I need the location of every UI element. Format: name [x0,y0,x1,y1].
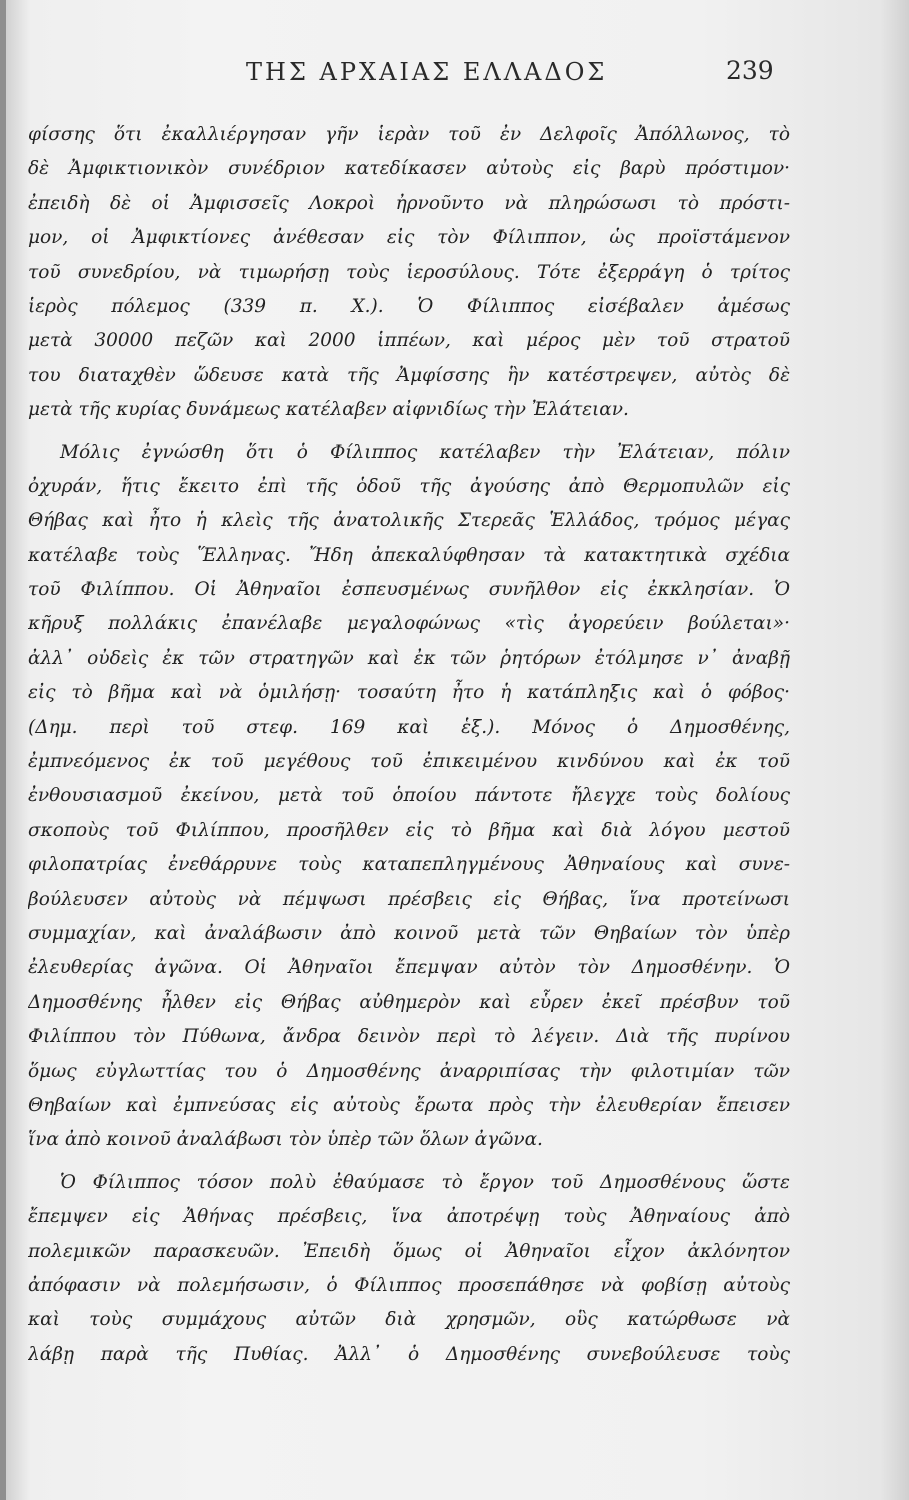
text-line: δὲ Ἀμφικτιονικὸν συνέδριον κατεδίκασεν αὐτοὺς εἰς βαρὺ πρόστιμον· [28,158,790,180]
text-line: Μόλις ἐγνώσθη ὅτι ὁ Φίλιππος κατέλαβεν τὴν Ἐλάτειαν, πόλιν [60,441,790,463]
text-line: μον, οἱ Ἀμφικτίονες ἀνέθεσαν εἰς τὸν Φίλιππον, ὡς προϊστάμενον [28,227,790,249]
text-line: μετὰ 30000 πεζῶν καὶ 2000 ἱππέων, καὶ μέρος μὲν τοῦ στρατοῦ [28,330,790,352]
page-number: 239 [726,56,774,85]
text-line: Θήβας καὶ ἦτο ἡ κλεὶς τῆς ἀνατολικῆς Στερεᾶς Ἑλλάδος, τρόμος μέγας [28,510,790,532]
text-line: ἱερὸς πόλεμος (339 π. Χ.). Ὁ Φίλιππος εἰσέβαλεν ἀμέσως [28,295,790,317]
page-gutter-shadow [0,0,6,1500]
running-title: ΤΗΣ ΑΡΧΑΙΑΣ ΕΛΛΑΔΟΣ [246,58,608,86]
paragraph-gap [28,428,790,436]
page-header [0,56,909,96]
text-line: ἵνα ἀπὸ κοινοῦ ἀναλάβωσι τὸν ὑπὲρ τῶν ὅλων ἀγῶνα. [28,1129,543,1151]
body-text [28,118,790,1372]
text-line: ἀλλ᾿ οὐδεὶς ἐκ τῶν στρατηγῶν καὶ ἐκ τῶν ῥητόρων ἐτόλμησε ν᾿ ἀναβῇ [28,647,790,669]
text-line: πολεμικῶν παρασκευῶν. Ἐπειδὴ ὅμως οἱ Ἀθηναῖοι εἶχον ἀκλόνητον [28,1240,790,1262]
text-line: ἐνθουσιασμοῦ ἐκείνου, μετὰ τοῦ ὁποίου πάντοτε ἤλεγχε τοὺς δολίους [28,785,790,807]
text-line: καὶ τοὺς συμμάχους αὐτῶν διὰ χρησμῶν, οὓς κατώρθωσε νὰ [28,1309,790,1331]
text-line: ἐπειδὴ δὲ οἱ Ἀμφισσεῖς Λοκροὶ ἠρνοῦντο νὰ πληρώσωσι τὸ πρόστι- [28,192,790,214]
text-line: τοῦ Φιλίππου. Οἱ Ἀθηναῖοι ἐσπευσμένως συνῆλθον εἰς ἐκκλησίαν. Ὁ [28,579,790,601]
text-line: (Δημ. περὶ τοῦ στεφ. 169 καὶ ἑξ.). Μόνος ὁ Δημοσθένης, [28,716,790,738]
text-line: Θηβαίων καὶ ἐμπνεύσας εἰς αὐτοὺς ἔρωτα πρὸς τὴν ἐλευθερίαν ἔπεισεν [28,1094,790,1116]
text-line: τοῦ συνεδρίου, νὰ τιμωρήσῃ τοὺς ἱεροσύλους. Τότε ἐξερράγη ὁ τρίτος [28,261,790,283]
paragraph-1 [28,118,790,428]
paragraph-3 [28,1166,790,1372]
text-line: του διαταχθὲν ὥδευσε κατὰ τῆς Ἀμφίσσης ἣν κατέστρεψεν, αὐτὸς δὲ [28,364,790,386]
text-line: ἐλευθερίας ἀγῶνα. Οἱ Ἀθηναῖοι ἔπεμψαν αὐτὸν τὸν Δημοσθένην. Ὁ [28,957,790,979]
text-line: ὀχυράν, ἥτις ἔκειτο ἐπὶ τῆς ὁδοῦ τῆς ἀγούσης ἀπὸ Θερμοπυλῶν εἰς [28,475,790,497]
text-line: κῆρυξ πολλάκις ἐπανέλαβε μεγαλοφώνως «τὶς ἀγορεύειν βούλεται»· [28,613,790,635]
text-line: ἐμπνεόμενος ἐκ τοῦ μεγέθους τοῦ ἐπικειμένου κινδύνου καὶ ἐκ τοῦ [28,751,790,773]
text-line: σκοποὺς τοῦ Φιλίππου, προσῆλθεν εἰς τὸ βῆμα καὶ διὰ λόγου μεστοῦ [28,819,790,841]
paragraph-gap [28,1158,790,1166]
text-line: βούλευσεν αὐτοὺς νὰ πέμψωσι πρέσβεις εἰς Θήβας, ἵνα προτείνωσι [28,888,790,910]
text-line: φιλοπατρίας ἐνεθάρρυνε τοὺς καταπεπληγμένους Ἀθηναίους καὶ συνε- [28,854,790,876]
text-line: ἔπεμψεν εἰς Ἀθήνας πρέσβεις, ἵνα ἀποτρέψῃ τοὺς Ἀθηναίους ἀπὸ [28,1206,790,1228]
text-line: μετὰ τῆς κυρίας δυνάμεως κατέλαβεν αἰφνιδίως τὴν Ἐλάτειαν. [28,399,629,421]
text-line: Ὁ Φίλιππος τόσον πολὺ ἐθαύμασε τὸ ἔργον τοῦ Δημοσθένους ὥστε [60,1171,790,1193]
text-line: εἰς τὸ βῆμα καὶ νὰ ὁμιλήσῃ· τοσαύτη ἦτο ἡ κατάπληξις καὶ ὁ φόβος· [28,682,790,704]
text-line: ἀπόφασιν νὰ πολεμήσωσιν, ὁ Φίλιππος προσεπάθησε νὰ φοβίσῃ αὐτοὺς [28,1274,790,1296]
text-line: ὅμως εὐγλωττίας του ὁ Δημοσθένης ἀναρριπίσας τὴν φιλοτιμίαν τῶν [28,1060,790,1082]
text-line: λάβῃ παρὰ τῆς Πυθίας. Ἀλλ᾿ ὁ Δημοσθένης συνεβούλευσε τοὺς [28,1343,790,1365]
text-line: Φιλίππου τὸν Πύθωνα, ἄνδρα δεινὸν περὶ τὸ λέγειν. Διὰ τῆς πυρίνου [28,1026,790,1048]
paragraph-2 [28,436,790,1158]
text-line: συμμαχίαν, καὶ ἀναλάβωσιν ἀπὸ κοινοῦ μετὰ τῶν Θηβαίων τὸν ὑπὲρ [28,922,790,944]
text-line: φίσσης ὅτι ἐκαλλιέργησαν γῆν ἱερὰν τοῦ ἐν Δελφοῖς Ἀπόλλωνος, τὸ [28,124,790,145]
text-line: Δημοσθένης ἦλθεν εἰς Θήβας αὐθημερὸν καὶ εὗρεν ἐκεῖ πρέσβυν τοῦ [28,991,790,1013]
text-line: κατέλαβε τοὺς Ἕλληνας. Ἤδη ἀπεκαλύφθησαν τὰ κατακτητικὰ σχέδια [28,544,790,566]
